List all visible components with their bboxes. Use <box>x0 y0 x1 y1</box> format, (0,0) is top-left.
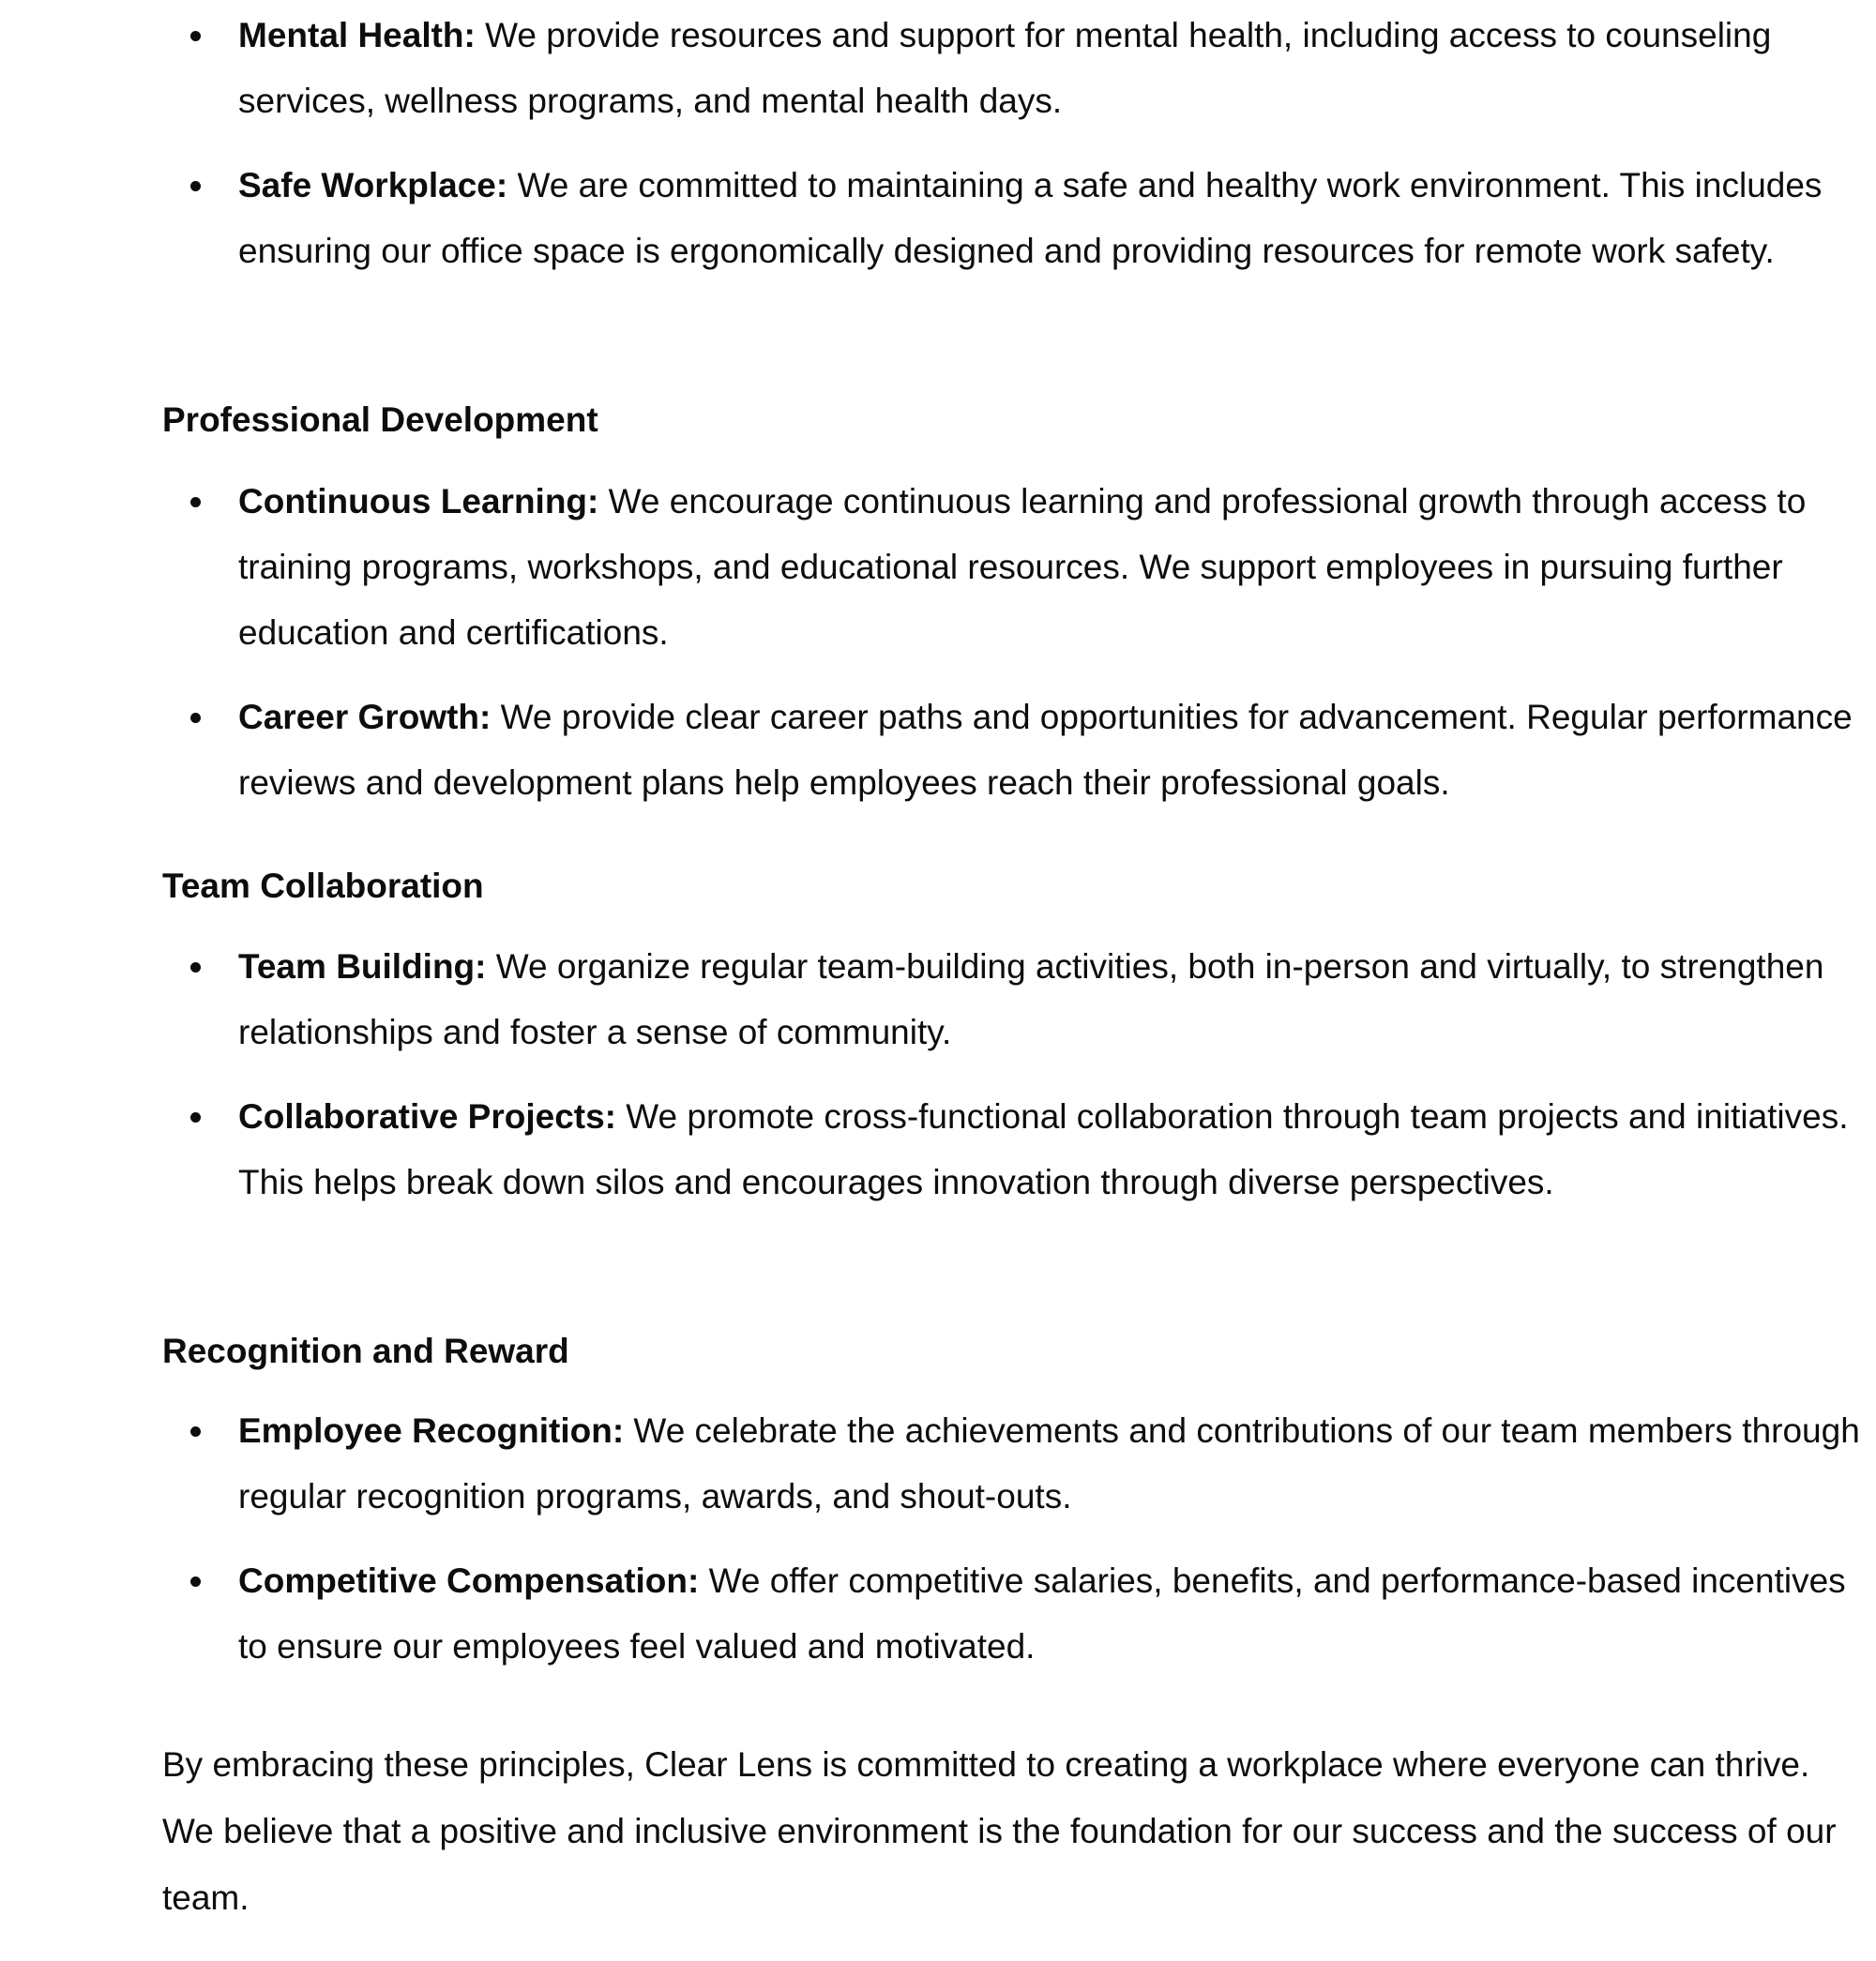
bullet-term: Employee Recognition: <box>238 1411 625 1450</box>
bullet-icon <box>190 962 201 973</box>
bullet-text: We encourage continuous learning and professional growth through access to training programs, workshops, and educational resources. We support employees in pursuing further education and certifications. <box>238 482 1807 652</box>
bullet-icon <box>190 1576 201 1587</box>
list-item-continuous-learning <box>162 469 1860 666</box>
wellbeing-list <box>162 3 1860 284</box>
bullet-text: We provide resources and support for mental health, including access to counseling services, wellness programs, and mental health days. <box>238 16 1772 120</box>
bullet-icon <box>190 713 201 723</box>
wellbeing-list-block <box>162 3 1860 284</box>
recognition-reward-list <box>162 1398 1860 1680</box>
bullet-term: Mental Health: <box>238 16 476 54</box>
heading-team-collaboration: Team Collaboration <box>162 867 484 905</box>
bullet-term: Team Building: <box>238 947 487 986</box>
heading-recognition-reward: Recognition and Reward <box>162 1332 569 1370</box>
list-item-safe-workplace <box>162 153 1860 284</box>
heading-professional-development: Professional Development <box>162 400 598 439</box>
bullet-icon <box>190 1112 201 1123</box>
list-item-collaborative-projects <box>162 1084 1860 1215</box>
bullet-icon <box>190 181 201 191</box>
bullet-icon <box>190 1426 201 1437</box>
list-item-mental-health <box>162 3 1860 134</box>
list-item-employee-recognition <box>162 1398 1860 1530</box>
bullet-term: Continuous Learning: <box>238 482 599 520</box>
bullet-text: We offer competitive salaries, benefits, and performance-based incentives to ensure our employees feel valued and motivated. <box>238 1561 1846 1666</box>
team-collaboration-block <box>162 934 1860 1215</box>
bullet-term: Competitive Compensation: <box>238 1561 700 1600</box>
bullet-text: We organize regular team-building activities, both in-person and virtually, to strengthen relationships and foster a sense of community. <box>238 947 1824 1051</box>
bullet-term: Career Growth: <box>238 698 492 736</box>
bullet-icon <box>190 31 201 41</box>
recognition-reward-block <box>162 1398 1860 1680</box>
professional-development-block <box>162 469 1860 816</box>
bullet-text: We are committed to maintaining a safe and healthy work environment. This includes ensuring our office space is ergonomically designed and providing resources for remote work safety. <box>238 166 1823 270</box>
list-item-competitive-compensation <box>162 1548 1860 1680</box>
team-collaboration-list <box>162 934 1860 1215</box>
closing-paragraph: By embracing these principles, Clear Lens is committed to creating a workplace where everyone can thrive. We believe that a positive and inclusive environment is the foundation for our success and the success of our team. <box>162 1745 1837 1917</box>
bullet-text: We promote cross-functional collaboration through team projects and initiatives. This helps break down silos and encourages innovation through diverse perspectives. <box>238 1097 1849 1201</box>
list-item-team-building <box>162 934 1860 1065</box>
professional-development-list <box>162 469 1860 816</box>
bullet-term: Safe Workplace: <box>238 166 508 204</box>
bullet-icon <box>190 497 201 507</box>
list-item-career-growth <box>162 685 1860 816</box>
bullet-text: We celebrate the achievements and contributions of our team members through regular recognition programs, awards, and shout-outs. <box>238 1411 1860 1516</box>
bullet-term: Collaborative Projects: <box>238 1097 617 1136</box>
bullet-text: We provide clear career paths and opportunities for advancement. Regular performance reviews and development plans help employees reach their professional goals. <box>238 698 1853 802</box>
